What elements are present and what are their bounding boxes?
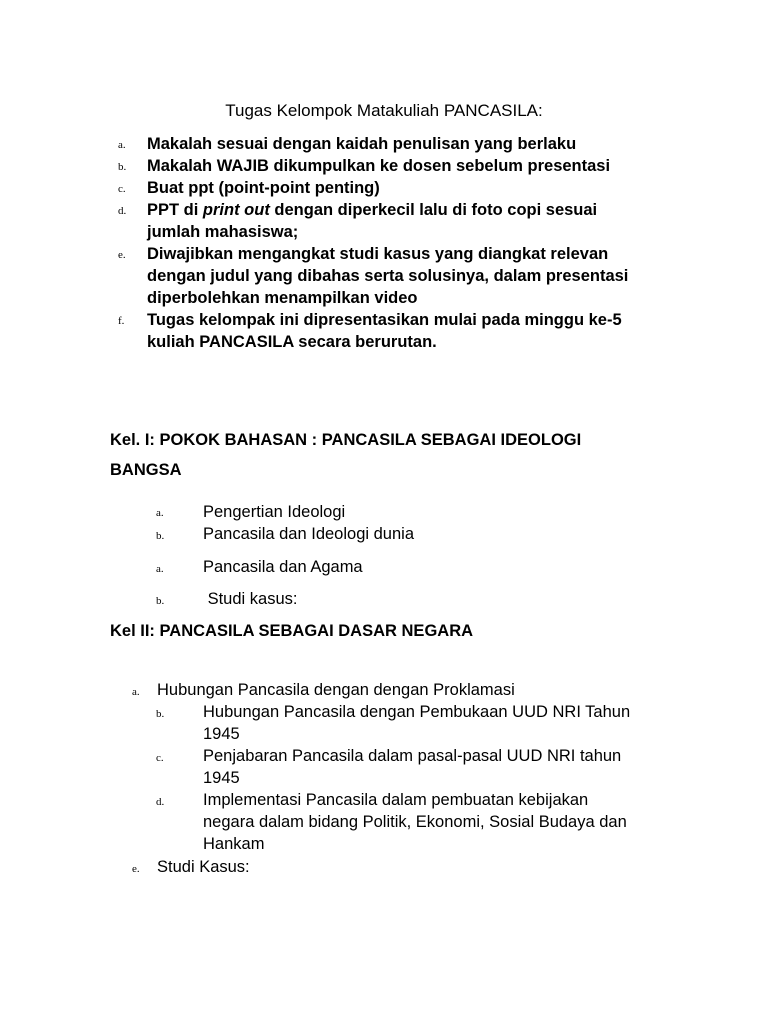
list-marker: b. bbox=[156, 530, 165, 542]
list-marker: e. bbox=[132, 863, 140, 875]
rule-item-d-text: PPT di bbox=[147, 201, 203, 219]
group1-item: Pancasila dan Agama bbox=[203, 558, 363, 576]
rule-item-d-line1 bbox=[147, 199, 597, 221]
list-marker: d. bbox=[156, 796, 165, 808]
rule-item-f-line1: Tugas kelompak ini dipresentasikan mulai pada minggu ke-5 bbox=[147, 311, 622, 329]
group1-item: Pengertian Ideologi bbox=[203, 503, 346, 521]
rule-item-d-line2: jumlah mahasiswa; bbox=[147, 223, 299, 241]
group2-item: Hubungan Pancasila dengan dengan Proklamasi bbox=[157, 681, 515, 699]
list-marker: c. bbox=[156, 752, 164, 764]
group2-heading: Kel II: PANCASILA SEBAGAI DASAR NEGARA bbox=[110, 622, 474, 640]
list-marker: a. bbox=[132, 686, 140, 698]
list-marker: b. bbox=[118, 161, 127, 173]
list-marker: f. bbox=[118, 315, 125, 327]
group1-item: Pancasila dan Ideologi dunia bbox=[203, 525, 414, 543]
group2-item: Studi Kasus: bbox=[157, 858, 250, 876]
list-marker: a. bbox=[156, 563, 164, 575]
list-marker: c. bbox=[118, 183, 126, 195]
group2-item: Implementasi Pancasila dalam pembuatan kebijakan bbox=[203, 791, 589, 809]
list-marker: d. bbox=[118, 205, 127, 217]
rule-item-f-line2: kuliah PANCASILA secara berurutan. bbox=[147, 333, 437, 351]
group1-heading-line2: BANGSA bbox=[110, 461, 182, 479]
page-title: Tugas Kelompok Matakuliah PANCASILA: bbox=[225, 101, 543, 120]
rule-item-d-text: dengan diperkecil lalu di foto copi sesuai bbox=[269, 201, 598, 219]
group1-item: Studi kasus: bbox=[203, 590, 298, 608]
group2-item: Penjabaran Pancasila dalam pasal-pasal UUD NRI tahun bbox=[203, 747, 622, 765]
rule-item-e-line1: Diwajibkan mengangkat studi kasus yang diangkat relevan bbox=[147, 245, 609, 263]
group2-item-continuation: 1945 bbox=[203, 769, 240, 787]
rule-item-c: Buat ppt (point-point penting) bbox=[147, 179, 380, 197]
group2-item: Hubungan Pancasila dengan Pembukaan UUD NRI Tahun bbox=[203, 703, 631, 721]
group1-heading-line1: Kel. I: POKOK BAHASAN : PANCASILA SEBAGAI IDEOLOGI bbox=[110, 431, 582, 449]
print-out-emphasis: print out bbox=[202, 201, 270, 219]
list-marker: a. bbox=[156, 507, 164, 519]
rule-item-e-line2: dengan judul yang dibahas serta solusinya, dalam presentasi bbox=[147, 267, 629, 285]
rule-item-a: Makalah sesuai dengan kaidah penulisan yang berlaku bbox=[147, 135, 577, 153]
list-marker: b. bbox=[156, 595, 165, 607]
group2-item-continuation: 1945 bbox=[203, 725, 240, 743]
rule-item-b: Makalah WAJIB dikumpulkan ke dosen sebelum presentasi bbox=[147, 157, 611, 175]
rule-item-e-line3: diperbolehkan menampilkan video bbox=[147, 289, 418, 307]
group2-item-continuation: negara dalam bidang Politik, Ekonomi, Sosial Budaya dan bbox=[203, 813, 627, 831]
list-marker: e. bbox=[118, 249, 126, 261]
list-marker: a. bbox=[118, 139, 126, 151]
list-marker: b. bbox=[156, 708, 165, 720]
group2-item-continuation: Hankam bbox=[203, 835, 265, 853]
